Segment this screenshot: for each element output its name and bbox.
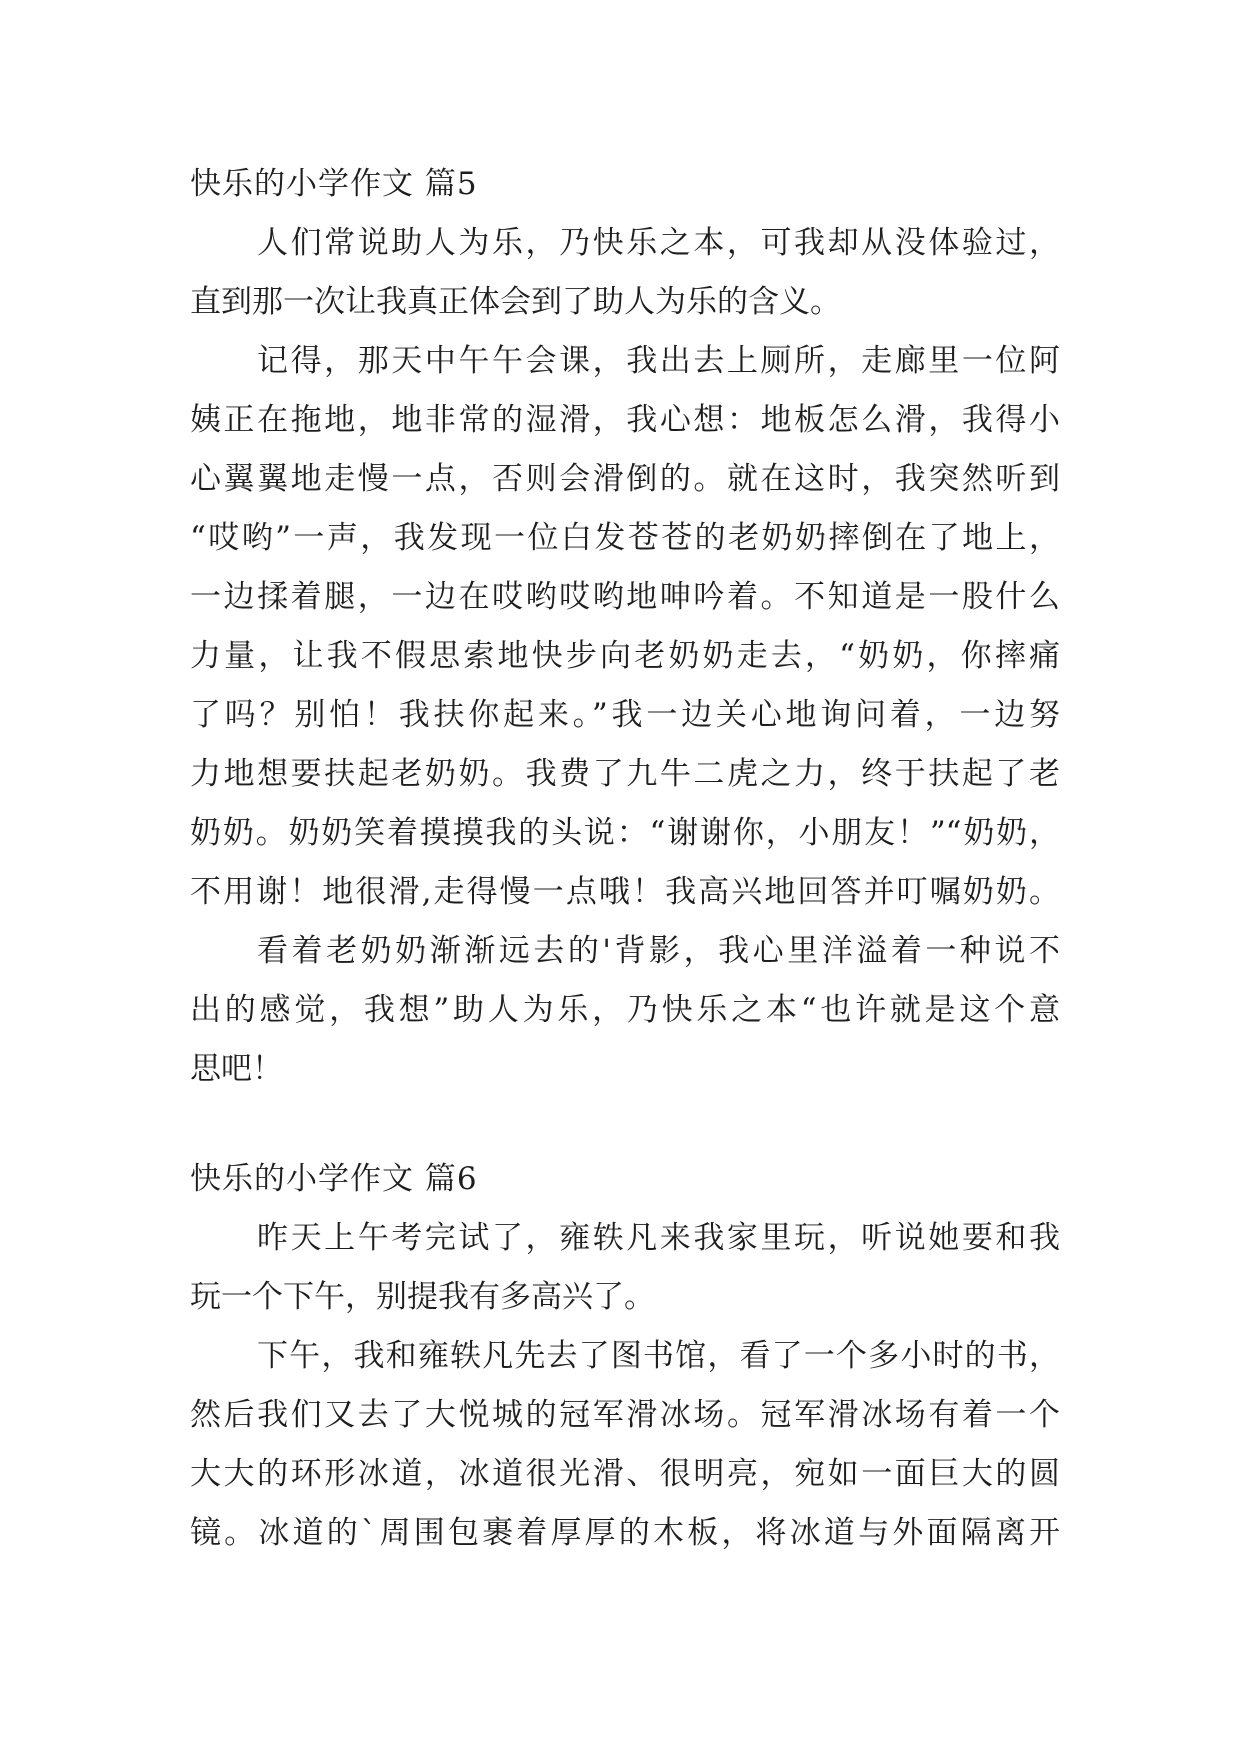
essay-section-5 [190, 155, 1241, 1099]
paragraph-line: 下午，我和雍轶凡先去了图书馆，看了一个多小时的书， [257, 1338, 1060, 1374]
paragraph-line: 思吧！ [190, 1051, 283, 1087]
paragraph [190, 1209, 1241, 1327]
paragraph-line: 出的感觉，我想”助人为乐，乃快乐之本“也许就是这个意 [190, 992, 1060, 1028]
paragraph-line: 了吗？别怕！我扶你起来。”我一边关心地询问着，一边努 [190, 697, 1060, 733]
paragraph-line: 心翼翼地走慢一点，否则会滑倒的。就在这时，我突然听到 [190, 461, 1060, 497]
paragraph [190, 332, 1241, 922]
paragraph-line: 记得，那天中午午会课，我出去上厕所，走廊里一位阿 [257, 343, 1060, 379]
essay-section-6 [190, 1150, 1241, 1563]
paragraph-line: 姨正在拖地，地非常的湿滑，我心想：地板怎么滑，我得小 [190, 402, 1060, 438]
paragraph-line: 力地想要扶起老奶奶。我费了九牛二虎之力，终于扶起了老 [190, 756, 1060, 792]
section-title: 快乐的小学作文 篇6 [190, 1161, 478, 1197]
paragraph-line: 玩一个下午，别提我有多高兴了。 [190, 1279, 655, 1315]
paragraph-line: 然后我们又去了大悦城的冠军滑冰场。冠军滑冰场有着一个 [190, 1397, 1060, 1433]
paragraph-line: 镜。冰道的`周围包裹着厚厚的木板，将冰道与外面隔离开 [190, 1515, 1060, 1551]
paragraph-line: 看着老奶奶渐渐远去的'背影，我心里洋溢着一种说不 [257, 933, 1060, 969]
paragraph [190, 214, 1241, 332]
paragraph [190, 1327, 1241, 1563]
paragraph-line: 奶奶。奶奶笑着摸摸我的头说：“谢谢你，小朋友！”“奶奶， [190, 815, 1060, 851]
paragraph-line: “哎哟”一声，我发现一位白发苍苍的老奶奶摔倒在了地上， [190, 520, 1060, 556]
section-title: 快乐的小学作文 篇5 [190, 166, 478, 202]
paragraph-line: 力量，让我不假思索地快步向老奶奶走去，“奶奶，你摔痛 [190, 638, 1060, 674]
paragraph-line: 大大的环形冰道，冰道很光滑、很明亮，宛如一面巨大的圆 [190, 1456, 1060, 1492]
paragraph-line: 人们常说助人为乐，乃快乐之本，可我却从没体验过， [257, 225, 1060, 261]
paragraph-line: 不用谢！地很滑,走得慢一点哦！我高兴地回答并叮嘱奶奶。 [190, 874, 1060, 910]
paragraph-line: 昨天上午考完试了，雍轶凡来我家里玩，听说她要和我 [257, 1220, 1060, 1256]
section-spacer [190, 1099, 1241, 1150]
paragraph-line: 直到那一次让我真正体会到了助人为乐的含义。 [190, 284, 841, 320]
paragraph [190, 922, 1241, 1099]
paragraph-line: 一边揉着腿，一边在哎哟哎哟地呻吟着。不知道是一股什么 [190, 579, 1060, 615]
